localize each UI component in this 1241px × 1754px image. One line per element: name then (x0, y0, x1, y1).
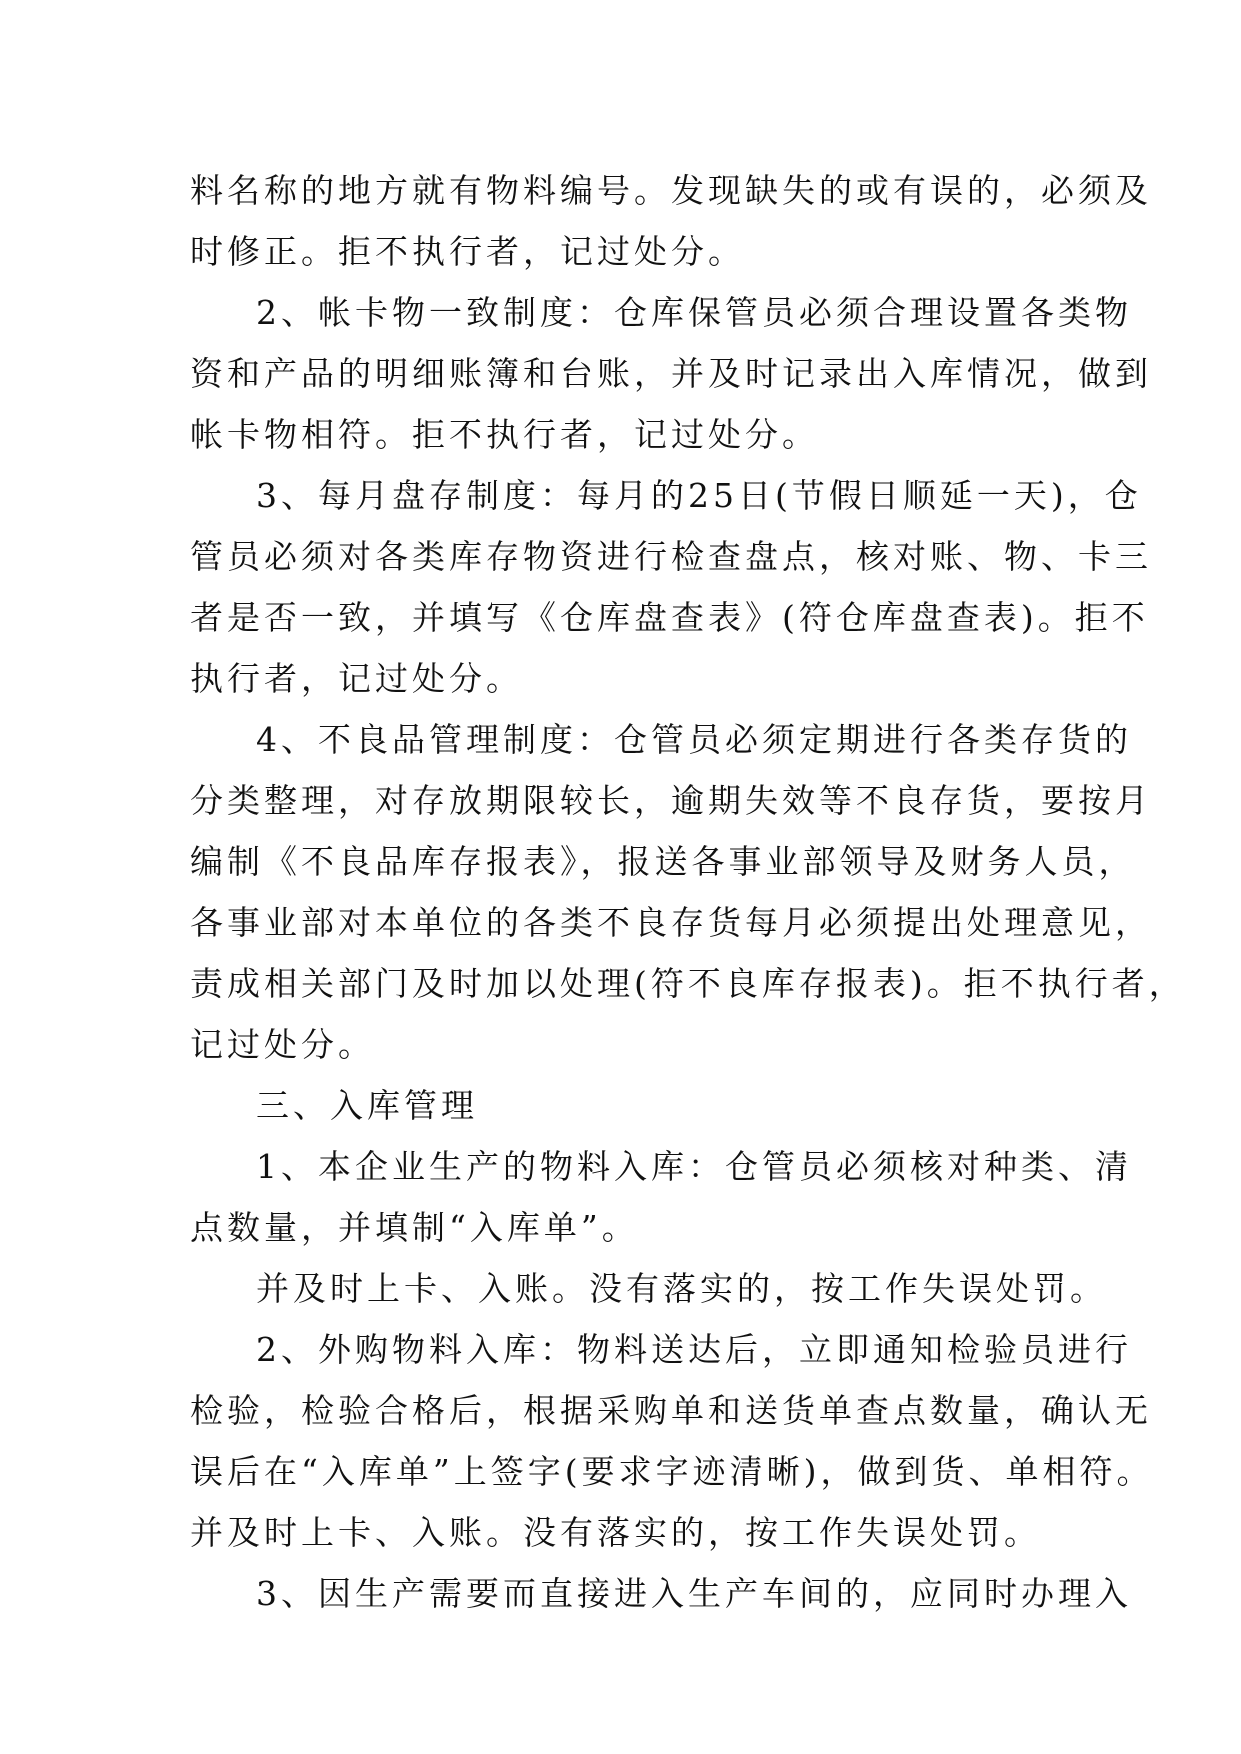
text-line: 执行者，记过处分。 (190, 659, 523, 698)
text-line: 分类整理，对存放期限较长，逾期失效等不良存货，要按月 (190, 781, 1152, 820)
text-line: 资和产品的明细账簿和台账，并及时记录出入库情况，做到 (190, 354, 1152, 393)
text-line: 时修正。拒不执行者，记过处分。 (190, 232, 745, 271)
text-line: 3、因生产需要而直接进入生产车间的，应同时办理入 (256, 1574, 1132, 1613)
text-line: 检验，检验合格后，根据采购单和送货单查点数量，确认无 (190, 1391, 1152, 1430)
text-line: 料名称的地方就有物料编号。发现缺失的或有误的，必须及 (190, 171, 1152, 210)
text-line: 3、每月盘存制度：每月的25日(节假日顺延一天)，仓 (256, 476, 1142, 515)
text-line: 1、本企业生产的物料入库：仓管员必须核对种类、清 (256, 1147, 1132, 1186)
text-line: 管员必须对各类库存物资进行检查盘点，核对账、物、卡三 (190, 537, 1152, 576)
text-line: 记过处分。 (190, 1025, 375, 1064)
text-line: 帐卡物相符。拒不执行者，记过处分。 (190, 415, 819, 454)
text-line: 各事业部对本单位的各类不良存货每月必须提出处理意见， (190, 903, 1152, 942)
text-line: 者是否一致，并填写《仓库盘查表》(符仓库盘查表)。拒不 (190, 598, 1149, 637)
text-line: 误后在“入库单”上签字(要求字迹清晰)，做到货、单相符。 (190, 1452, 1154, 1491)
text-line: 2、帐卡物一致制度：仓库保管员必须合理设置各类物 (256, 293, 1132, 332)
text-line: 编制《不良品库存报表》，报送各事业部领导及财务人员， (190, 842, 1136, 881)
text-line: 4、不良品管理制度：仓管员必须定期进行各类存货的 (256, 720, 1132, 759)
text-line: 并及时上卡、入账。没有落实的，按工作失误处罚。 (190, 1513, 1041, 1552)
text-line: 责成相关部门及时加以处理(符不良库存报表)。拒不执行者， (190, 964, 1186, 1003)
text-line: 2、外购物料入库：物料送达后，立即通知检验员进行 (256, 1330, 1132, 1369)
section-heading: 三、入库管理 (256, 1086, 478, 1125)
text-line: 并及时上卡、入账。没有落实的，按工作失误处罚。 (256, 1269, 1107, 1308)
document-body (190, 160, 1186, 1624)
text-line: 点数量，并填制“入库单”。 (190, 1208, 639, 1247)
